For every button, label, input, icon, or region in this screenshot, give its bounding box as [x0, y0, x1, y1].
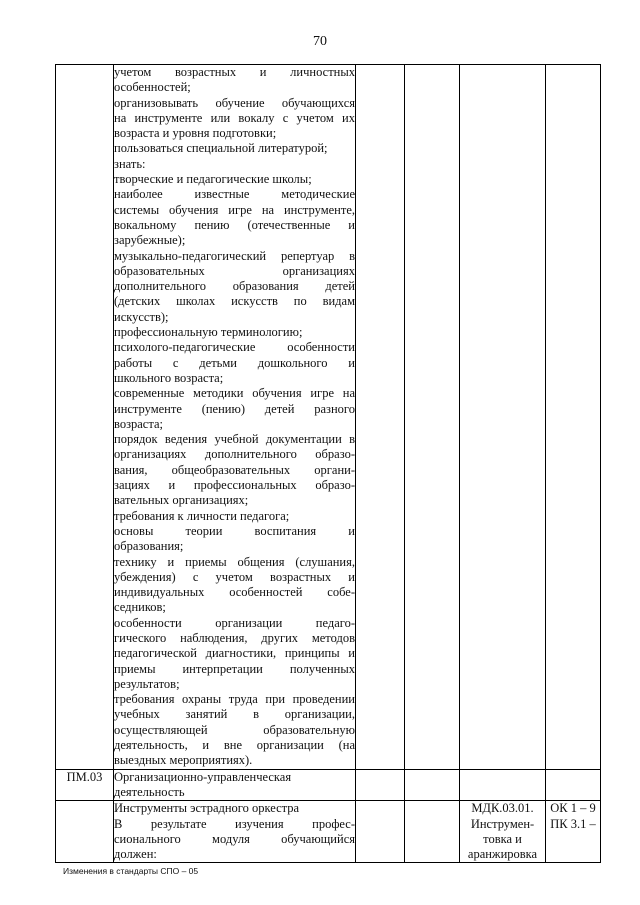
competency-cell: ОК 1 – 9 ПК 3.1 –: [546, 801, 601, 863]
index-cell: ПМ.03: [56, 769, 114, 801]
content-cell: [114, 801, 356, 863]
content-line: индивидуальных особенностей собе-: [114, 585, 355, 600]
content-line: гического наблюдения, других методов: [114, 630, 355, 645]
content-line: организовывать обучение обучающихся: [114, 95, 355, 110]
footer-note: Изменения в стандарты СПО – 05: [63, 866, 199, 876]
hours-cell: [356, 801, 405, 863]
hours-cell: [405, 769, 460, 801]
table-row: [56, 801, 601, 863]
content-line: особенностей;: [114, 80, 191, 95]
content-line: педагогической диагностики, принципы и: [114, 646, 355, 661]
content-line: седников;: [114, 600, 166, 615]
content-line: вания, общеобразовательных органи-: [114, 462, 355, 477]
content-line: вокальному пению (отечественные и: [114, 217, 355, 232]
content-line: современные методики обучения игре на: [114, 386, 355, 401]
content-line: профессиональную терминологию;: [114, 325, 303, 340]
index-cell: [56, 801, 114, 863]
content-line: Инструменты эстрадного оркестра: [114, 801, 300, 816]
content-line: приемы интерпретации полученных: [114, 661, 355, 676]
hours-cell: [405, 65, 460, 770]
content-line: системы обучения игре на инструменте,: [114, 202, 355, 217]
content-line: искусств);: [114, 309, 169, 324]
content-line: зарубежные);: [114, 233, 186, 248]
content-line: должен:: [114, 847, 157, 862]
content-line: порядок ведения учебной документации в: [114, 432, 355, 447]
table-row: [56, 65, 601, 770]
content-line: основы теории воспитания и: [114, 523, 355, 538]
content-line: вательных организациях;: [114, 493, 249, 508]
content-line: зациях и профессиональных образо-: [114, 478, 355, 493]
hours-cell: [356, 65, 405, 770]
content-line: осуществляющей образовательную: [114, 722, 355, 737]
content-line: работы с детьми дошкольного и: [114, 355, 355, 370]
content-line: психолого-педагогические особенности: [114, 340, 355, 355]
content-line: учебных занятий в организации,: [114, 707, 355, 722]
content-line: требования к личности педагога;: [114, 508, 290, 523]
content-line: (детских школах искусств по видам: [114, 294, 355, 309]
table-row: [56, 769, 601, 801]
content-line: пользоваться специальной литературой;: [114, 141, 328, 156]
index-cell: [56, 65, 114, 770]
content-line: результатов;: [114, 676, 180, 691]
content-cell: [114, 769, 356, 801]
mdk-cell: [460, 65, 546, 770]
mdk-cell: МДК.03.01. Инструмен- товка и аранжировка: [460, 801, 546, 863]
content-line: знать:: [114, 156, 146, 171]
content-line: особенности организации педаго-: [114, 615, 355, 630]
competency-table: [55, 64, 601, 863]
content-line: на инструменте или вокалу с учетом их: [114, 110, 355, 125]
content-line: технику и приемы общения (слушания,: [114, 554, 355, 569]
content-line: сионального модуля обучающийся: [114, 831, 355, 846]
hours-cell: [405, 801, 460, 863]
content-line: образовательных организациях: [114, 263, 355, 278]
content-line: музыкально-педагогический репертуар в: [114, 248, 355, 263]
content-line: дополнительного образования детей: [114, 279, 355, 294]
content-line: инструменте (пению) детей разного: [114, 401, 355, 416]
content-line: учетом возрастных и личностных: [114, 65, 355, 79]
content-line: школьного возраста;: [114, 370, 224, 385]
content-line: творческие и педагогические школы;: [114, 172, 312, 187]
content-line: требования охраны труда при проведении: [114, 692, 355, 707]
content-line: В результате изучения профес-: [114, 816, 355, 831]
content-line: образования;: [114, 539, 184, 554]
content-line: убеждения) с учетом возрастных и: [114, 569, 355, 584]
page-number: 70: [313, 34, 327, 49]
content-line: Организационно-управленческая: [114, 769, 292, 784]
competency-cell: [546, 65, 601, 770]
content-line: выездных мероприятиях).: [114, 753, 253, 768]
content-line: деятельность, и вне организации (на: [114, 738, 355, 753]
content-line: возраста;: [114, 416, 163, 431]
content-line: деятельность: [114, 784, 185, 799]
content-cell: [114, 65, 356, 770]
content-line: наиболее известные методические: [114, 187, 355, 202]
content-line: организациях дополнительного образо-: [114, 447, 355, 462]
mdk-cell: [460, 769, 546, 801]
hours-cell: [356, 769, 405, 801]
competency-cell: [546, 769, 601, 801]
content-line: возраста и уровня подготовки;: [114, 126, 277, 141]
